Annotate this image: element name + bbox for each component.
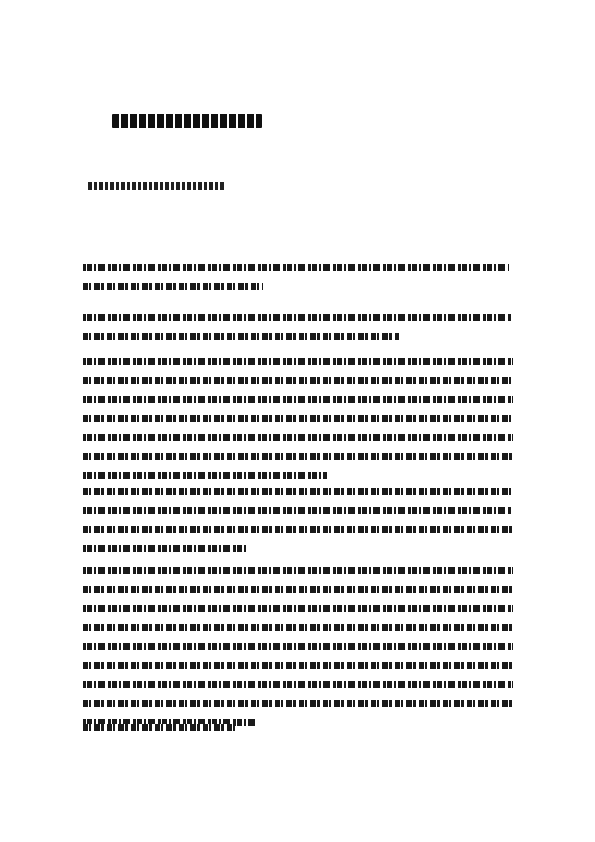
document-footer bbox=[83, 724, 513, 743]
text-line bbox=[83, 507, 511, 514]
text-line bbox=[83, 264, 509, 271]
paragraph-5 bbox=[83, 567, 513, 738]
text-line bbox=[83, 358, 513, 365]
text-line bbox=[83, 472, 327, 479]
text-line bbox=[83, 681, 513, 688]
text-line bbox=[83, 283, 263, 290]
text-line bbox=[83, 526, 513, 533]
text-line bbox=[83, 488, 511, 495]
text-line bbox=[83, 415, 511, 422]
text-line bbox=[83, 586, 513, 593]
text-line bbox=[83, 700, 513, 707]
text-line bbox=[83, 567, 513, 574]
paragraph-3 bbox=[83, 358, 513, 491]
text-line bbox=[83, 314, 511, 321]
paragraph-4 bbox=[83, 488, 513, 564]
text-line bbox=[83, 333, 399, 340]
text-line bbox=[83, 434, 513, 441]
document-subtitle bbox=[88, 182, 224, 190]
text-line bbox=[83, 624, 513, 631]
document-title bbox=[112, 114, 262, 128]
paragraph-2 bbox=[83, 314, 513, 352]
text-line bbox=[83, 662, 513, 669]
text-line bbox=[83, 724, 235, 731]
text-line bbox=[83, 453, 513, 460]
text-line bbox=[83, 377, 511, 384]
paragraph-1 bbox=[83, 264, 513, 302]
text-line bbox=[83, 396, 513, 403]
text-line bbox=[83, 643, 513, 650]
text-line bbox=[83, 545, 247, 552]
text-line bbox=[83, 605, 513, 612]
